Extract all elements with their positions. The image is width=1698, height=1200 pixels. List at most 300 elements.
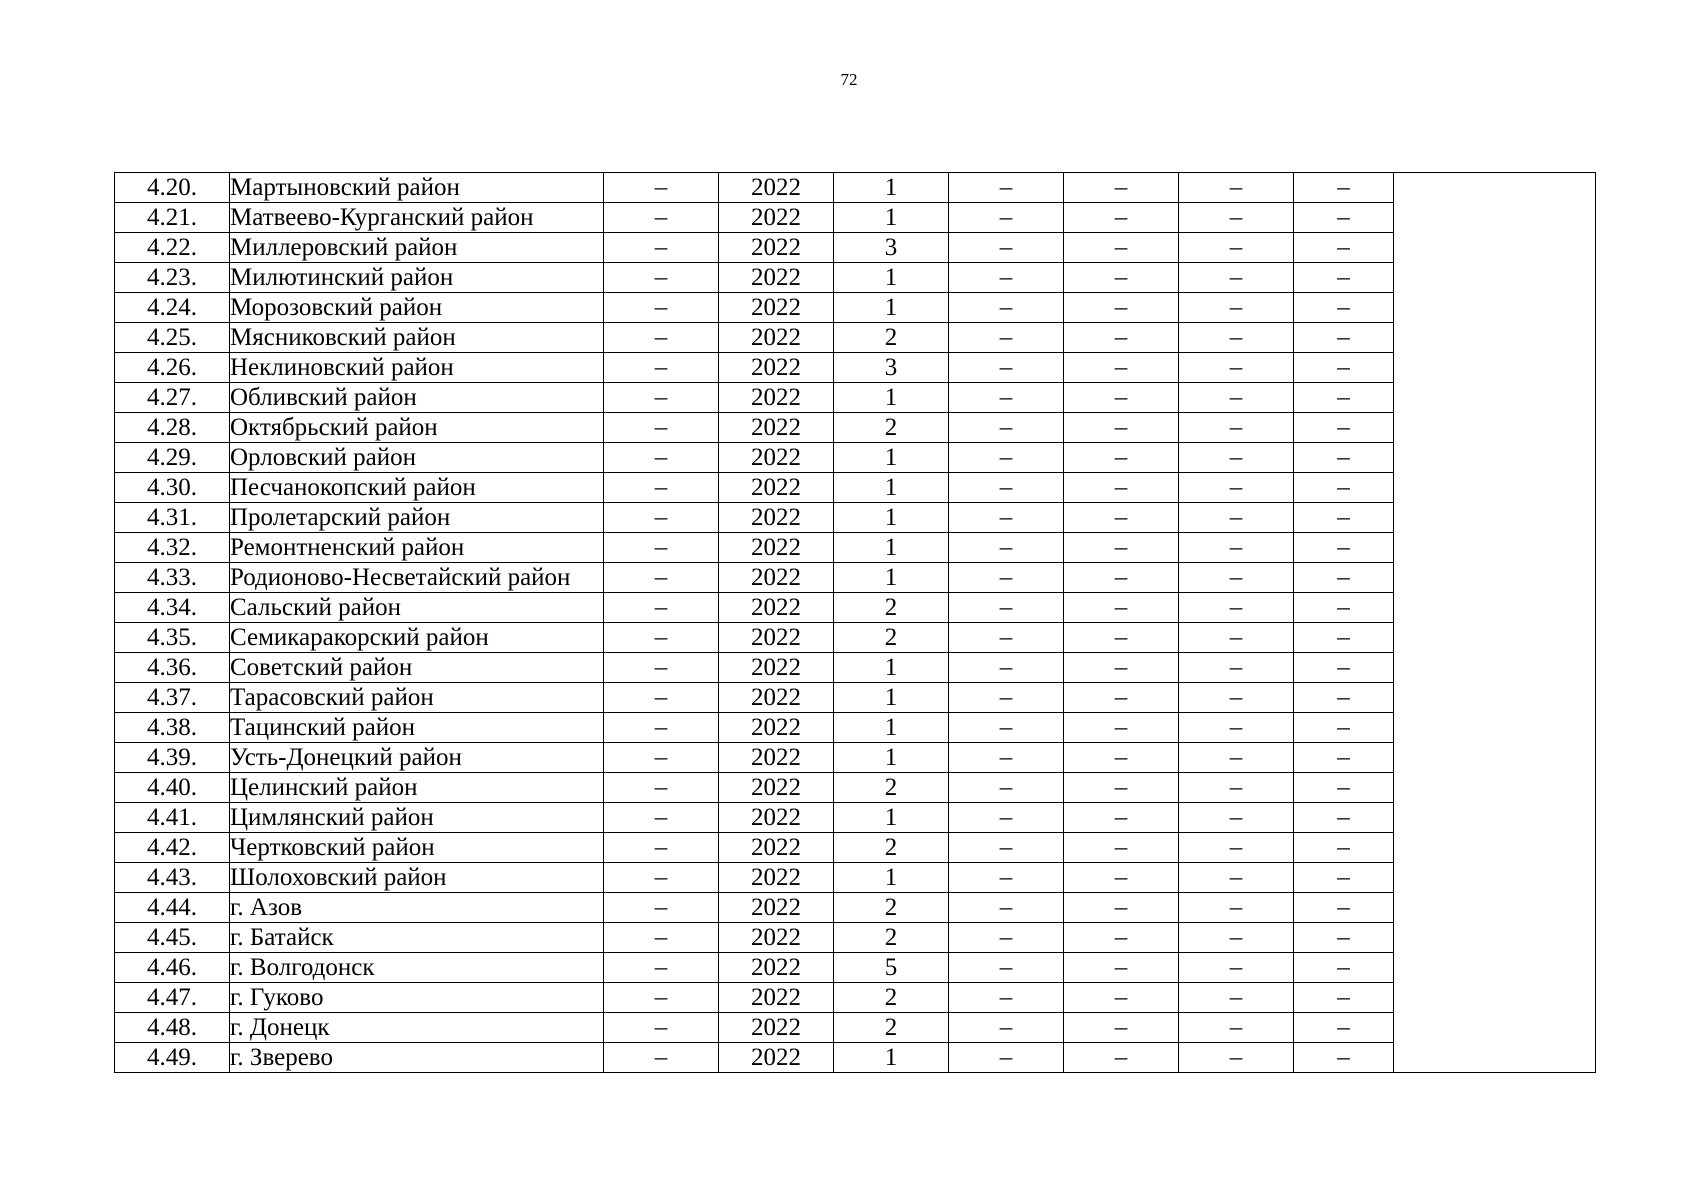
- column-3-cell: –: [604, 473, 719, 503]
- district-name-cell: Октябрьский район: [230, 413, 604, 443]
- column-9-cell: –: [1294, 563, 1394, 593]
- year-cell: 2022: [719, 533, 834, 563]
- district-name-cell: Песчанокопский район: [230, 473, 604, 503]
- column-7-cell: –: [1064, 413, 1179, 443]
- quantity-cell: 2: [834, 833, 949, 863]
- year-cell: 2022: [719, 473, 834, 503]
- column-7-cell: –: [1064, 533, 1179, 563]
- column-8-cell: –: [1179, 923, 1294, 953]
- row-number-cell: 4.31.: [115, 503, 230, 533]
- district-name-cell: г. Гуково: [230, 983, 604, 1013]
- column-8-cell: –: [1179, 893, 1294, 923]
- column-8-cell: –: [1179, 863, 1294, 893]
- row-number-cell: 4.30.: [115, 473, 230, 503]
- column-7-cell: –: [1064, 473, 1179, 503]
- column-7-cell: –: [1064, 833, 1179, 863]
- column-3-cell: –: [604, 743, 719, 773]
- column-6-cell: –: [949, 683, 1064, 713]
- column-7-cell: –: [1064, 443, 1179, 473]
- table-row: [115, 233, 1596, 263]
- column-9-cell: –: [1294, 803, 1394, 833]
- row-number-cell: 4.26.: [115, 353, 230, 383]
- column-3-cell: –: [604, 683, 719, 713]
- quantity-cell: 1: [834, 563, 949, 593]
- quantity-cell: 2: [834, 923, 949, 953]
- row-number-cell: 4.38.: [115, 713, 230, 743]
- table-row: [115, 983, 1596, 1013]
- column-8-cell: –: [1179, 383, 1294, 413]
- column-9-cell: –: [1294, 833, 1394, 863]
- column-9-cell: –: [1294, 503, 1394, 533]
- year-cell: 2022: [719, 413, 834, 443]
- district-name-cell: Чертковский район: [230, 833, 604, 863]
- column-9-cell: –: [1294, 743, 1394, 773]
- column-9-cell: –: [1294, 593, 1394, 623]
- column-8-cell: –: [1179, 1013, 1294, 1043]
- year-cell: 2022: [719, 803, 834, 833]
- column-8-cell: –: [1179, 323, 1294, 353]
- district-name-cell: Цимлянский район: [230, 803, 604, 833]
- table-row: [115, 683, 1596, 713]
- table-row: [115, 803, 1596, 833]
- column-9-cell: –: [1294, 653, 1394, 683]
- column-3-cell: –: [604, 923, 719, 953]
- column-6-cell: –: [949, 833, 1064, 863]
- row-number-cell: 4.27.: [115, 383, 230, 413]
- column-9-cell: –: [1294, 923, 1394, 953]
- district-name-cell: Сальский район: [230, 593, 604, 623]
- column-7-cell: –: [1064, 383, 1179, 413]
- column-7-cell: –: [1064, 1013, 1179, 1043]
- table-row: [115, 653, 1596, 683]
- column-9-cell: –: [1294, 533, 1394, 563]
- year-cell: 2022: [719, 293, 834, 323]
- table-row: [115, 713, 1596, 743]
- year-cell: 2022: [719, 653, 834, 683]
- row-number-cell: 4.33.: [115, 563, 230, 593]
- column-3-cell: –: [604, 173, 719, 203]
- row-number-cell: 4.40.: [115, 773, 230, 803]
- column-8-cell: –: [1179, 683, 1294, 713]
- column-8-cell: –: [1179, 353, 1294, 383]
- column-6-cell: –: [949, 533, 1064, 563]
- column-9-cell: –: [1294, 413, 1394, 443]
- row-number-cell: 4.24.: [115, 293, 230, 323]
- column-7-cell: –: [1064, 593, 1179, 623]
- column-7-cell: –: [1064, 743, 1179, 773]
- column-9-cell: –: [1294, 773, 1394, 803]
- column-6-cell: –: [949, 773, 1064, 803]
- year-cell: 2022: [719, 563, 834, 593]
- column-6-cell: –: [949, 293, 1064, 323]
- table-row: [115, 1013, 1596, 1043]
- column-7-cell: –: [1064, 233, 1179, 263]
- table-row: [115, 923, 1596, 953]
- district-name-cell: Ремонтненский район: [230, 533, 604, 563]
- quantity-cell: 3: [834, 233, 949, 263]
- table-row: [115, 503, 1596, 533]
- row-number-cell: 4.36.: [115, 653, 230, 683]
- table-row: [115, 263, 1596, 293]
- column-6-cell: –: [949, 413, 1064, 443]
- quantity-cell: 2: [834, 773, 949, 803]
- page-number: 72: [840, 70, 858, 89]
- column-8-cell: –: [1179, 1043, 1294, 1073]
- column-8-cell: –: [1179, 623, 1294, 653]
- year-cell: 2022: [719, 683, 834, 713]
- year-cell: 2022: [719, 623, 834, 653]
- column-3-cell: –: [604, 623, 719, 653]
- quantity-cell: 1: [834, 653, 949, 683]
- district-name-cell: г. Донецк: [230, 1013, 604, 1043]
- column-9-cell: –: [1294, 353, 1394, 383]
- column-3-cell: –: [604, 833, 719, 863]
- column-3-cell: –: [604, 383, 719, 413]
- column-8-cell: –: [1179, 503, 1294, 533]
- column-3-cell: –: [604, 803, 719, 833]
- column-3-cell: –: [604, 983, 719, 1013]
- table-row: [115, 773, 1596, 803]
- row-number-cell: 4.49.: [115, 1043, 230, 1073]
- quantity-cell: 1: [834, 503, 949, 533]
- row-number-cell: 4.43.: [115, 863, 230, 893]
- column-7-cell: –: [1064, 713, 1179, 743]
- column-9-cell: –: [1294, 383, 1394, 413]
- year-cell: 2022: [719, 173, 834, 203]
- row-number-cell: 4.48.: [115, 1013, 230, 1043]
- year-cell: 2022: [719, 773, 834, 803]
- year-cell: 2022: [719, 503, 834, 533]
- district-name-cell: Шолоховский район: [230, 863, 604, 893]
- column-7-cell: –: [1064, 173, 1179, 203]
- column-3-cell: –: [604, 713, 719, 743]
- column-8-cell: –: [1179, 773, 1294, 803]
- year-cell: 2022: [719, 833, 834, 863]
- district-name-cell: Родионово-Несветайский район: [230, 563, 604, 593]
- column-3-cell: –: [604, 353, 719, 383]
- column-7-cell: –: [1064, 653, 1179, 683]
- column-8-cell: –: [1179, 653, 1294, 683]
- column-3-cell: –: [604, 503, 719, 533]
- table-row: [115, 743, 1596, 773]
- year-cell: 2022: [719, 923, 834, 953]
- quantity-cell: 5: [834, 953, 949, 983]
- table-row: [115, 383, 1596, 413]
- column-9-cell: –: [1294, 863, 1394, 893]
- table-row: [115, 413, 1596, 443]
- district-name-cell: Тарасовский район: [230, 683, 604, 713]
- year-cell: 2022: [719, 353, 834, 383]
- column-9-cell: –: [1294, 443, 1394, 473]
- quantity-cell: 3: [834, 353, 949, 383]
- quantity-cell: 1: [834, 293, 949, 323]
- column-8-cell: –: [1179, 833, 1294, 863]
- column-8-cell: –: [1179, 563, 1294, 593]
- column-6-cell: –: [949, 353, 1064, 383]
- year-cell: 2022: [719, 953, 834, 983]
- column-9-cell: –: [1294, 323, 1394, 353]
- column-6-cell: –: [949, 263, 1064, 293]
- column-3-cell: –: [604, 953, 719, 983]
- column-7-cell: –: [1064, 953, 1179, 983]
- column-6-cell: –: [949, 563, 1064, 593]
- column-6-cell: –: [949, 743, 1064, 773]
- quantity-cell: 2: [834, 413, 949, 443]
- column-8-cell: –: [1179, 743, 1294, 773]
- district-name-cell: Тацинский район: [230, 713, 604, 743]
- table-row: [115, 563, 1596, 593]
- district-name-cell: Матвеево-Курганский район: [230, 203, 604, 233]
- table-row: [115, 173, 1596, 203]
- district-name-cell: г. Батайск: [230, 923, 604, 953]
- column-7-cell: –: [1064, 1043, 1179, 1073]
- column-7-cell: –: [1064, 323, 1179, 353]
- row-number-cell: 4.34.: [115, 593, 230, 623]
- row-number-cell: 4.25.: [115, 323, 230, 353]
- quantity-cell: 2: [834, 1013, 949, 1043]
- column-6-cell: –: [949, 953, 1064, 983]
- district-name-cell: г. Зверево: [230, 1043, 604, 1073]
- quantity-cell: 2: [834, 323, 949, 353]
- column-7-cell: –: [1064, 203, 1179, 233]
- column-7-cell: –: [1064, 263, 1179, 293]
- district-name-cell: Советский район: [230, 653, 604, 683]
- district-name-cell: Семикаракорский район: [230, 623, 604, 653]
- quantity-cell: 2: [834, 593, 949, 623]
- column-7-cell: –: [1064, 353, 1179, 383]
- row-number-cell: 4.28.: [115, 413, 230, 443]
- column-9-cell: –: [1294, 953, 1394, 983]
- year-cell: 2022: [719, 1043, 834, 1073]
- quantity-cell: 1: [834, 263, 949, 293]
- year-cell: 2022: [719, 593, 834, 623]
- column-6-cell: –: [949, 623, 1064, 653]
- column-6-cell: –: [949, 473, 1064, 503]
- district-name-cell: Неклиновский район: [230, 353, 604, 383]
- column-9-cell: –: [1294, 293, 1394, 323]
- column-6-cell: –: [949, 1013, 1064, 1043]
- column-7-cell: –: [1064, 623, 1179, 653]
- column-3-cell: –: [604, 1043, 719, 1073]
- column-8-cell: –: [1179, 263, 1294, 293]
- column-9-cell: –: [1294, 713, 1394, 743]
- quantity-cell: 1: [834, 683, 949, 713]
- column-7-cell: –: [1064, 983, 1179, 1013]
- row-number-cell: 4.35.: [115, 623, 230, 653]
- column-9-cell: –: [1294, 623, 1394, 653]
- column-6-cell: –: [949, 593, 1064, 623]
- district-name-cell: Миллеровский район: [230, 233, 604, 263]
- column-8-cell: –: [1179, 803, 1294, 833]
- year-cell: 2022: [719, 203, 834, 233]
- quantity-cell: 2: [834, 893, 949, 923]
- column-6-cell: –: [949, 893, 1064, 923]
- row-number-cell: 4.22.: [115, 233, 230, 263]
- column-9-cell: –: [1294, 233, 1394, 263]
- column-9-cell: –: [1294, 683, 1394, 713]
- column-3-cell: –: [604, 773, 719, 803]
- column-6-cell: –: [949, 653, 1064, 683]
- district-name-cell: г. Волгодонск: [230, 953, 604, 983]
- row-number-cell: 4.46.: [115, 953, 230, 983]
- column-3-cell: –: [604, 413, 719, 443]
- quantity-cell: 1: [834, 473, 949, 503]
- district-name-cell: Мартыновский район: [230, 173, 604, 203]
- column-6-cell: –: [949, 1043, 1064, 1073]
- quantity-cell: 1: [834, 863, 949, 893]
- column-3-cell: –: [604, 653, 719, 683]
- year-cell: 2022: [719, 893, 834, 923]
- column-8-cell: –: [1179, 983, 1294, 1013]
- column-3-cell: –: [604, 323, 719, 353]
- table-row: [115, 323, 1596, 353]
- table-row: [115, 893, 1596, 923]
- district-name-cell: г. Азов: [230, 893, 604, 923]
- column-8-cell: –: [1179, 953, 1294, 983]
- district-name-cell: Обливский район: [230, 383, 604, 413]
- year-cell: 2022: [719, 443, 834, 473]
- column-7-cell: –: [1064, 773, 1179, 803]
- year-cell: 2022: [719, 743, 834, 773]
- table-row: [115, 593, 1596, 623]
- column-3-cell: –: [604, 893, 719, 923]
- column-3-cell: –: [604, 293, 719, 323]
- year-cell: 2022: [719, 983, 834, 1013]
- column-7-cell: –: [1064, 893, 1179, 923]
- column-6-cell: –: [949, 803, 1064, 833]
- year-cell: 2022: [719, 233, 834, 263]
- column-8-cell: –: [1179, 713, 1294, 743]
- column-8-cell: –: [1179, 593, 1294, 623]
- column-6-cell: –: [949, 923, 1064, 953]
- column-9-cell: –: [1294, 893, 1394, 923]
- column-9-cell: –: [1294, 1043, 1394, 1073]
- column-8-cell: –: [1179, 293, 1294, 323]
- table-row: [115, 623, 1596, 653]
- table-row: [115, 353, 1596, 383]
- column-9-cell: –: [1294, 263, 1394, 293]
- column-3-cell: –: [604, 593, 719, 623]
- column-9-cell: –: [1294, 473, 1394, 503]
- column-6-cell: –: [949, 173, 1064, 203]
- column-3-cell: –: [604, 1013, 719, 1043]
- table-row: [115, 293, 1596, 323]
- column-3-cell: –: [604, 203, 719, 233]
- column-8-cell: –: [1179, 203, 1294, 233]
- table-row: [115, 1043, 1596, 1073]
- column-6-cell: –: [949, 983, 1064, 1013]
- column-3-cell: –: [604, 263, 719, 293]
- column-9-cell: –: [1294, 173, 1394, 203]
- table-row: [115, 533, 1596, 563]
- row-number-cell: 4.39.: [115, 743, 230, 773]
- district-name-cell: Пролетарский район: [230, 503, 604, 533]
- quantity-cell: 2: [834, 623, 949, 653]
- column-9-cell: –: [1294, 203, 1394, 233]
- year-cell: 2022: [719, 1013, 834, 1043]
- row-number-cell: 4.29.: [115, 443, 230, 473]
- column-6-cell: –: [949, 503, 1064, 533]
- column-8-cell: –: [1179, 413, 1294, 443]
- year-cell: 2022: [719, 323, 834, 353]
- quantity-cell: 2: [834, 983, 949, 1013]
- column-7-cell: –: [1064, 293, 1179, 323]
- column-7-cell: –: [1064, 803, 1179, 833]
- row-number-cell: 4.42.: [115, 833, 230, 863]
- column-3-cell: –: [604, 863, 719, 893]
- district-name-cell: Целинский район: [230, 773, 604, 803]
- table-row: [115, 443, 1596, 473]
- column-6-cell: –: [949, 443, 1064, 473]
- column-3-cell: –: [604, 533, 719, 563]
- column-8-cell: –: [1179, 533, 1294, 563]
- table-row: [115, 473, 1596, 503]
- district-name-cell: Усть-Донецкий район: [230, 743, 604, 773]
- year-cell: 2022: [719, 863, 834, 893]
- row-number-cell: 4.23.: [115, 263, 230, 293]
- district-name-cell: Милютинский район: [230, 263, 604, 293]
- quantity-cell: 1: [834, 1043, 949, 1073]
- column-7-cell: –: [1064, 923, 1179, 953]
- row-number-cell: 4.41.: [115, 803, 230, 833]
- year-cell: 2022: [719, 383, 834, 413]
- district-name-cell: Мясниковский район: [230, 323, 604, 353]
- quantity-cell: 1: [834, 743, 949, 773]
- column-6-cell: –: [949, 323, 1064, 353]
- quantity-cell: 1: [834, 383, 949, 413]
- column-6-cell: –: [949, 863, 1064, 893]
- column-7-cell: –: [1064, 863, 1179, 893]
- quantity-cell: 1: [834, 533, 949, 563]
- column-8-cell: –: [1179, 443, 1294, 473]
- column-3-cell: –: [604, 233, 719, 263]
- column-9-cell: –: [1294, 1013, 1394, 1043]
- column-9-cell: –: [1294, 983, 1394, 1013]
- table-body: [115, 173, 1596, 1073]
- column-8-cell: –: [1179, 173, 1294, 203]
- quantity-cell: 1: [834, 173, 949, 203]
- quantity-cell: 1: [834, 803, 949, 833]
- column-6-cell: –: [949, 233, 1064, 263]
- quantity-cell: 1: [834, 713, 949, 743]
- merged-notes-cell: [1394, 173, 1596, 1073]
- table-row: [115, 863, 1596, 893]
- column-7-cell: –: [1064, 563, 1179, 593]
- quantity-cell: 1: [834, 203, 949, 233]
- table-row: [115, 953, 1596, 983]
- column-6-cell: –: [949, 383, 1064, 413]
- row-number-cell: 4.32.: [115, 533, 230, 563]
- column-8-cell: –: [1179, 473, 1294, 503]
- quantity-cell: 1: [834, 443, 949, 473]
- column-6-cell: –: [949, 713, 1064, 743]
- column-8-cell: –: [1179, 233, 1294, 263]
- year-cell: 2022: [719, 263, 834, 293]
- districts-table: [114, 172, 1596, 1073]
- column-7-cell: –: [1064, 683, 1179, 713]
- row-number-cell: 4.37.: [115, 683, 230, 713]
- district-name-cell: Орловский район: [230, 443, 604, 473]
- row-number-cell: 4.21.: [115, 203, 230, 233]
- district-name-cell: Морозовский район: [230, 293, 604, 323]
- row-number-cell: 4.45.: [115, 923, 230, 953]
- column-7-cell: –: [1064, 503, 1179, 533]
- row-number-cell: 4.44.: [115, 893, 230, 923]
- year-cell: 2022: [719, 713, 834, 743]
- table-row: [115, 833, 1596, 863]
- table-row: [115, 203, 1596, 233]
- column-6-cell: –: [949, 203, 1064, 233]
